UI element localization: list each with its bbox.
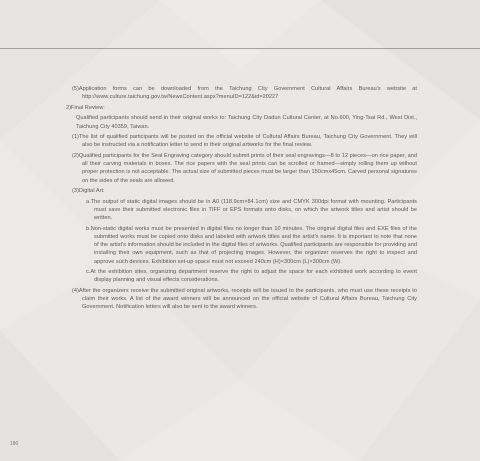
- paragraph-non-static-digital: b.Non-static digital works must be presented in digital files no longer than 10 minutes. The original digital files and EXE files of the submitted works must be copied onto disks and labeled with artwork titles and the artist's name. It is important to note that none of the artist's information should be included in the digital files of artworks. Qualified participants are responsible for providing and installing their own equipment, such as that of projecting images. However, the organizer reserves the right to inspect and approve such devices. Exhibition set-up space must not exceed 240cm (H)×300cm (L)×300cm (W).: [86, 225, 417, 265]
- heading-final-review: 2)Final Review:: [66, 104, 105, 111]
- paragraph-exhibition-sites: c.At the exhibition sites, organizing department reserve the right to adjust the space for each exhibited work according to event display planning and visual effects considerations.: [86, 269, 417, 284]
- page-number: 180: [10, 441, 19, 447]
- paragraph-application-forms: (5)Application forms can be downloaded from the Taichung City Government Cultural Affairs Bureau's website at http://www.culture.taichung.gov.tw/NewsContent.aspx?menuID=122&id=20227: [72, 86, 417, 101]
- paragraph-static-digital: a.The output of static digital images should be in A0 (118.9cm×84.1cm) size and CMYK 300dpi format with mounting. Participants must save their submitted electronic files in TIFF or EPS formats onto disks, on which the artwork titles and artist should be written.: [86, 198, 417, 222]
- document-body: [66, 85, 417, 314]
- paragraph-seal-engraving: (2)Qualified participants for the Seal Engraving category should submit prints of their seal engravings—8 to 12 pieces—on rice paper, and all their carving materials in boxes. The rice papers with the seal prints can be scrolled or framed—simply rolling them up without proper protection is not acceptable. The actual size of submitted pieces must be larger than 150cmx45cm. Carved personal signatures on the sides of the seals are allowed.: [72, 152, 417, 184]
- heading-digital-art: (3)Digital Art:: [72, 188, 105, 195]
- paragraph-send-works: Qualified participants should send in their original works to: Taichung City Dadun Cultural Center, at No.600, Ying-Tsai Rd., West Dist., Taichung City 40359, Taiwan.: [76, 115, 417, 130]
- paragraph-list-qualified: (1)The list of qualified participants will be posted on the official website of Cultural Affairs Bureau, Taichung City Government. They will also be instructed via a notification letter to send in their original artworks for the final review.: [72, 134, 417, 149]
- paragraph-receipts: (4)After the organizers receive the submitted original artworks, receipts will be issued to the participants, who must use these receipts to claim their works. A list of the award winners will be announced on the official website of Cultural Affairs Bureau, Taichung City Government. Notification letters will also be sent to the award winners.: [72, 287, 417, 311]
